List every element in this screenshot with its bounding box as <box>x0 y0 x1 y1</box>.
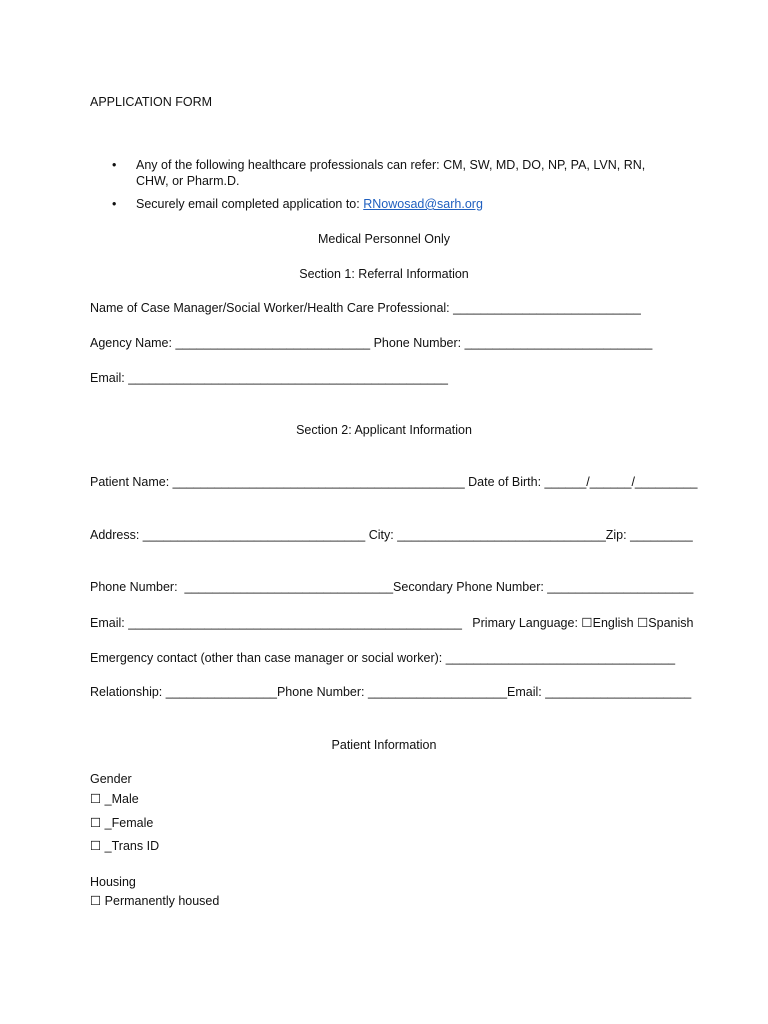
bullet-dot: • <box>112 197 117 211</box>
section1-heading: Section 1: Referral Information <box>299 267 469 281</box>
patient-info-heading: Patient Information <box>331 738 437 752</box>
email-language-field[interactable]: Email: ________________________________________________ Primary Language: ☐English ☐Spanish <box>90 616 694 630</box>
bullet-referrers: Any of the following healthcare professionals can refer: CM, SW, MD, DO, NP, PA, LVN, RN, CHW, or Pharm.D. <box>136 158 646 188</box>
address-city-zip-field[interactable]: Address: ________________________________ City: ______________________________Zip: _________ <box>90 528 693 542</box>
housing-option-permanent[interactable]: ☐ Permanently housed <box>90 894 220 908</box>
gender-option-female[interactable]: ☐ _Female <box>90 816 154 830</box>
patient-name-dob-field[interactable]: Patient Name: __________________________________________ Date of Birth: ______/______/_________ <box>90 475 698 489</box>
section2-heading: Section 2: Applicant Information <box>296 423 472 437</box>
gender-label: Gender <box>90 772 132 786</box>
agency-phone-field[interactable]: Agency Name: ____________________________ Phone Number: ___________________________ <box>90 336 653 350</box>
personnel-notice: Medical Personnel Only <box>317 232 450 246</box>
emergency-contact-field[interactable]: Emergency contact (other than case manager or social worker): _________________________________ <box>90 651 676 665</box>
housing-label: Housing <box>90 875 136 889</box>
referrer-email-field[interactable]: Email: ______________________________________________ <box>90 371 448 385</box>
page-title: APPLICATION FORM <box>90 95 213 109</box>
phone-numbers-field[interactable]: Phone Number: ______________________________Secondary Phone Number: _____________________ <box>90 580 694 594</box>
bullet-email-instruction <box>136 196 676 212</box>
professional-name-field[interactable]: Name of Case Manager/Social Worker/Health Care Professional: ___________________________ <box>90 301 641 315</box>
gender-option-trans[interactable]: ☐ _Trans ID <box>90 839 160 853</box>
submission-email-link[interactable]: RNowosad@sarh.org <box>363 197 483 211</box>
bullet-dot: • <box>112 158 117 172</box>
gender-option-male[interactable]: ☐ _Male <box>90 792 139 806</box>
relationship-field[interactable]: Relationship: ________________Phone Number: ____________________Email: _____________________ <box>90 685 692 699</box>
email-instruction-text: Securely email completed application to: <box>136 197 364 211</box>
